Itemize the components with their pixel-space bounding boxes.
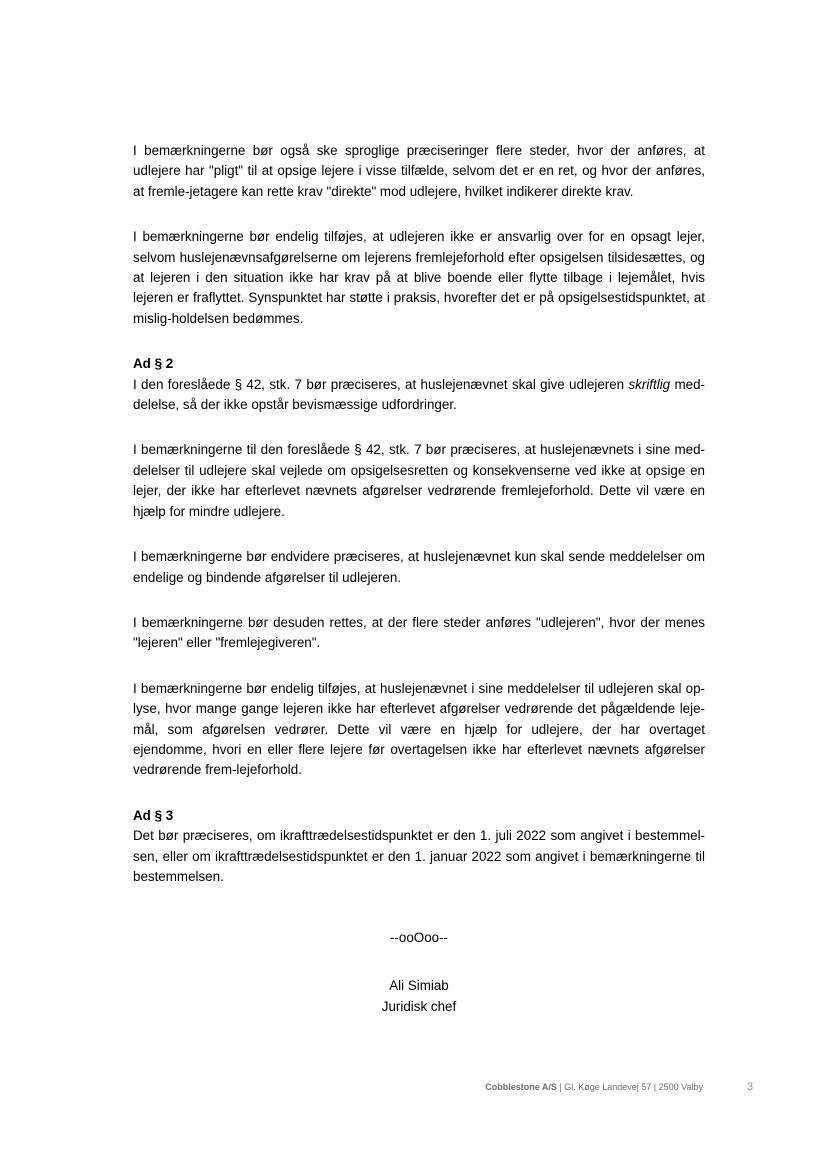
paragraph-rettelser: I bemærkningerne bør desuden rettes, at der flere steder anføres "udlejeren", hvor der menes "lejeren" eller "fremlejegiveren".	[133, 614, 705, 651]
footer-postal: 2500 Valby	[658, 1082, 703, 1092]
page-number: 3	[747, 1081, 754, 1093]
footer-divider: |	[556, 1082, 565, 1092]
paragraph-antal-afgoerelser: I bemærkningerne bør endelig tilføjes, at huslejenævnet i sine meddelelser til udlejeren skal op-lyse, hvor mange gange lejeren ikke har efterlevet afgørelser vedrørende det pågældende leje-mål, som afgørelsen vedrører. Dette vil være en hjælp for udlejere, der har overtaget ejendomme, hvori en eller flere lejere før overtagelsen ikke har efterlevet nævnets afgørelser vedrørende frem-lejeforhold.	[133, 680, 705, 778]
paragraph-ikrafttraedelse: Det bør præciseres, om ikrafttrædelsestidspunktet er den 1. juli 2022 som angivet i bestemmel-sen, eller om ikrafttrædelsestidspunktet er den 1. januar 2022 som angivet i bemærkningerne til bestemmelsen.	[133, 828, 705, 884]
paragraph-sproglige-praeciseringer: I bemærkningerne bør også ske sproglige præciseringer flere steder, hvor der anføres, at udlejere har "pligt" til at opsige lejere i visse tilfælde, selvom det er en ret, og hvor der anføres, at fremle-jetagere kan rette krav "direkte" mod udlejere, hvilket indikerer direkte krav.	[133, 143, 705, 199]
emphasis-text: skriftlig	[628, 376, 671, 392]
footer-address: Gl. Køge Landevej 57	[564, 1082, 652, 1092]
section-heading-s2: Ad § 2	[133, 356, 174, 372]
footer-divider: |	[651, 1082, 659, 1092]
closing-separator: --ooOoo--	[389, 930, 449, 945]
page-footer	[485, 1081, 703, 1093]
closing-block	[133, 928, 705, 1017]
paragraph-vejledning: I bemærkningerne til den foreslåede § 42, stk. 7 bør præciseres, at huslejenævnets i sine med-delelser til udlejere skal vejlede om opsigelsesretten og konsekvenserne ved ikke at opsige en lejer, der ikke har efterlevet nævnets afgørelser vedrørende fremlejeforhold. Dette vil være en hjælp for mindre udlejere.	[133, 442, 705, 519]
paragraph-text: I den foreslåede § 42, stk. 7 bør præciseres, at huslejenævnet skal give udlejeren	[133, 376, 629, 392]
document-body	[133, 141, 705, 887]
paragraph-skriftlig-meddelelse	[133, 375, 705, 416]
paragraph-endelige-afgoerelser: I bemærkningerne bør endvidere præciseres, at huslejenævnet kun skal sende meddelelser om endelige og bindende afgørelser til udlejeren.	[133, 549, 705, 585]
paragraph-text: med-delelse, så der ikke opstår bevismæssige udfordringer.	[133, 376, 705, 413]
section-heading-s3: Ad § 3	[133, 807, 174, 823]
signatory-name: Ali Simiab	[389, 978, 449, 994]
paragraph-udlejer-ansvar: I bemærkningerne bør endelig tilføjes, at udlejeren ikke er ansvarlig over for en opsagt lejer, selvom huslejenævnsafgørelserne om lejerens fremlejeforhold efter opsigelsen tilsidesættes, og at lejeren i den situation ikke har krav på at blive boende eller flytte tilbage i lejemålet, hvis lejeren er fraflyttet. Synspunktet har støtte i praksis, hvorefter det er på opsigelsestidspunktet, at mislig-holdelsen bedømmes.	[133, 229, 705, 326]
footer-company: Cobblestone A/S	[485, 1082, 557, 1092]
signatory-title: Juridisk chef	[381, 998, 457, 1014]
